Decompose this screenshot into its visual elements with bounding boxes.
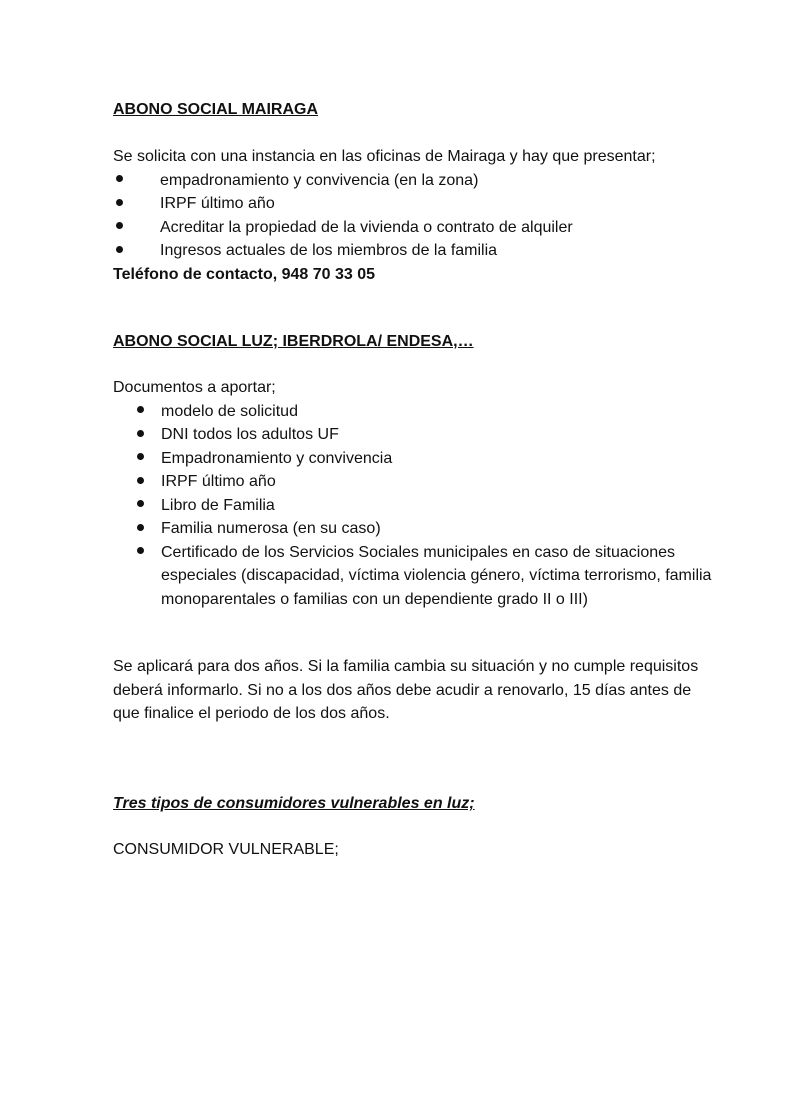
list-item xyxy=(113,169,703,193)
list-item xyxy=(113,239,703,263)
heading-tres-tipos: Tres tipos de consumidores vulnerables en luz; xyxy=(113,795,475,812)
list-item xyxy=(113,517,713,541)
consumidor-vulnerable-label: CONSUMIDOR VULNERABLE; xyxy=(113,841,339,858)
heading-abono-social-luz: ABONO SOCIAL LUZ; IBERDROLA/ ENDESA,… xyxy=(113,333,474,350)
luz-intro: Documentos a aportar; xyxy=(113,379,276,396)
list-item-text: Familia numerosa (en su caso) xyxy=(161,520,381,537)
list-item xyxy=(113,470,713,494)
bullet-icon xyxy=(116,169,123,193)
bullet-icon xyxy=(116,216,123,240)
section-luz-title xyxy=(113,330,703,354)
list-item-text: Acreditar la propiedad de la vivienda o contrato de alquiler xyxy=(160,218,573,236)
list-item xyxy=(113,400,713,424)
section-consumers-title xyxy=(113,792,703,816)
contact-phone: Teléfono de contacto, 948 70 33 05 xyxy=(113,265,376,283)
bullet-icon xyxy=(137,494,144,518)
bullet-icon xyxy=(116,239,123,263)
bullet-icon xyxy=(137,423,144,447)
list-item xyxy=(113,216,703,240)
list-item xyxy=(113,192,703,216)
bullet-icon xyxy=(137,541,144,565)
mairaga-intro: Se solicita con una instancia en las oficinas de Mairaga y hay que presentar; xyxy=(113,148,656,165)
list-item-text: modelo de solicitud xyxy=(161,402,298,420)
list-item-text: IRPF último año xyxy=(161,473,276,490)
list-item-text: Certificado de los Servicios Sociales municipales en caso de situaciones especiales (discapacidad, víctima violencia género, víctima terrorismo, familia monoparentales o familias con un dependiente grado II o III) xyxy=(161,543,712,608)
luz-validity-paragraph xyxy=(113,655,703,726)
list-item-text: Libro de Familia xyxy=(161,496,275,514)
luz-documents-list xyxy=(113,400,712,612)
section-mairaga-body xyxy=(113,145,703,286)
bullet-icon xyxy=(116,192,123,216)
section-mairaga-title xyxy=(113,98,703,122)
list-item xyxy=(113,494,713,518)
list-item-text: Empadronamiento y convivencia xyxy=(161,449,393,467)
list-item xyxy=(113,447,713,471)
list-item-text: Ingresos actuales de los miembros de la familia xyxy=(160,242,498,259)
list-item-text: DNI todos los adultos UF xyxy=(161,426,339,443)
list-item xyxy=(113,541,713,612)
bullet-icon xyxy=(137,517,144,541)
section-luz-body xyxy=(113,376,712,611)
validity-text: Se aplicará para dos años. Si la familia cambia su situación y no cumple requisitos deberá informarlo. Si no a los dos años debe acudir a renovarlo, 15 días antes de que finalice el periodo de los dos años. xyxy=(113,658,699,722)
list-item xyxy=(113,423,713,447)
bullet-icon xyxy=(137,470,144,494)
bullet-icon xyxy=(137,447,144,471)
list-item-text: IRPF último año xyxy=(160,195,275,212)
section-consumers-subtitle xyxy=(113,838,703,862)
bullet-icon xyxy=(137,400,144,424)
mairaga-requirements-list xyxy=(113,169,703,263)
heading-abono-social-mairaga: ABONO SOCIAL MAIRAGA xyxy=(113,101,319,118)
list-item-text: empadronamiento y convivencia (en la zona) xyxy=(160,171,479,189)
